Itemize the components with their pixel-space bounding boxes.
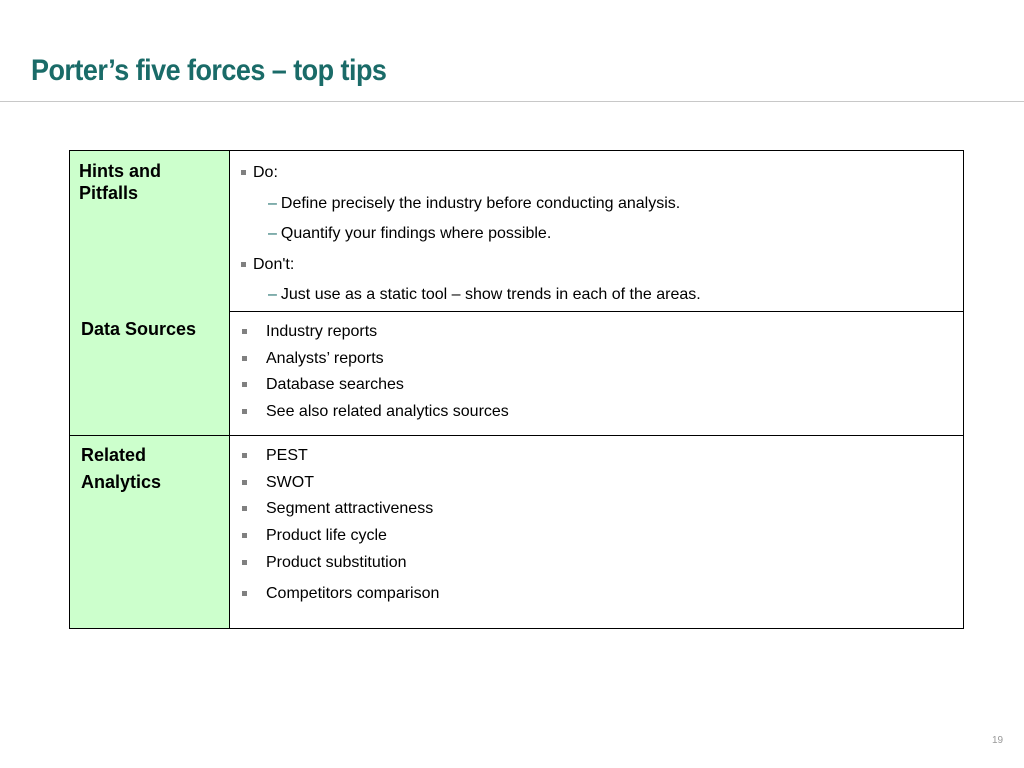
related-label-line1: Related — [81, 445, 147, 465]
hints-pitfalls-label — [69, 150, 230, 312]
list-item: See also related analytics sources — [240, 402, 963, 429]
hints-pitfalls-content — [230, 150, 964, 312]
list-item: Database searches — [240, 375, 963, 402]
related-label-line2: Analytics — [81, 472, 162, 492]
related-analytics-row — [69, 435, 964, 629]
do-item — [240, 224, 963, 255]
list-item: Product life cycle — [240, 526, 963, 553]
list-item: Competitors comparison — [240, 584, 963, 611]
dash-marker: – — [268, 194, 277, 212]
title-divider — [0, 101, 1024, 102]
list-item: Analysts’ reports — [240, 349, 963, 376]
list-item: Industry reports — [240, 322, 963, 349]
data-sources-label: Data Sources — [69, 311, 230, 436]
slide-title: Porter’s five forces – top tips — [31, 54, 387, 87]
data-sources-content — [230, 311, 964, 436]
hints-label-line2: Pitfalls — [79, 183, 139, 203]
list-item: PEST — [240, 446, 963, 473]
dash-marker: – — [268, 286, 277, 303]
list-item: SWOT — [240, 473, 963, 500]
dont-heading: Don't: — [240, 255, 963, 286]
related-analytics-label — [69, 435, 230, 629]
do-item-text: Define precisely the industry before conducting analysis. — [280, 194, 681, 212]
dont-item-text: Just use as a static tool – show trends in each of the areas. — [280, 286, 701, 303]
do-heading: Do: — [240, 163, 963, 194]
data-sources-row — [69, 311, 964, 436]
hints-label-line1: Hints and — [79, 161, 162, 181]
do-item — [240, 194, 963, 225]
related-analytics-content — [230, 435, 964, 629]
list-item: Segment attractiveness — [240, 499, 963, 526]
list-item: Product substitution — [240, 553, 963, 580]
page-number: 19 — [992, 735, 1004, 746]
do-item-text: Quantify your findings where possible. — [280, 225, 552, 242]
dash-marker: – — [268, 225, 277, 242]
hints-pitfalls-row — [69, 150, 964, 312]
